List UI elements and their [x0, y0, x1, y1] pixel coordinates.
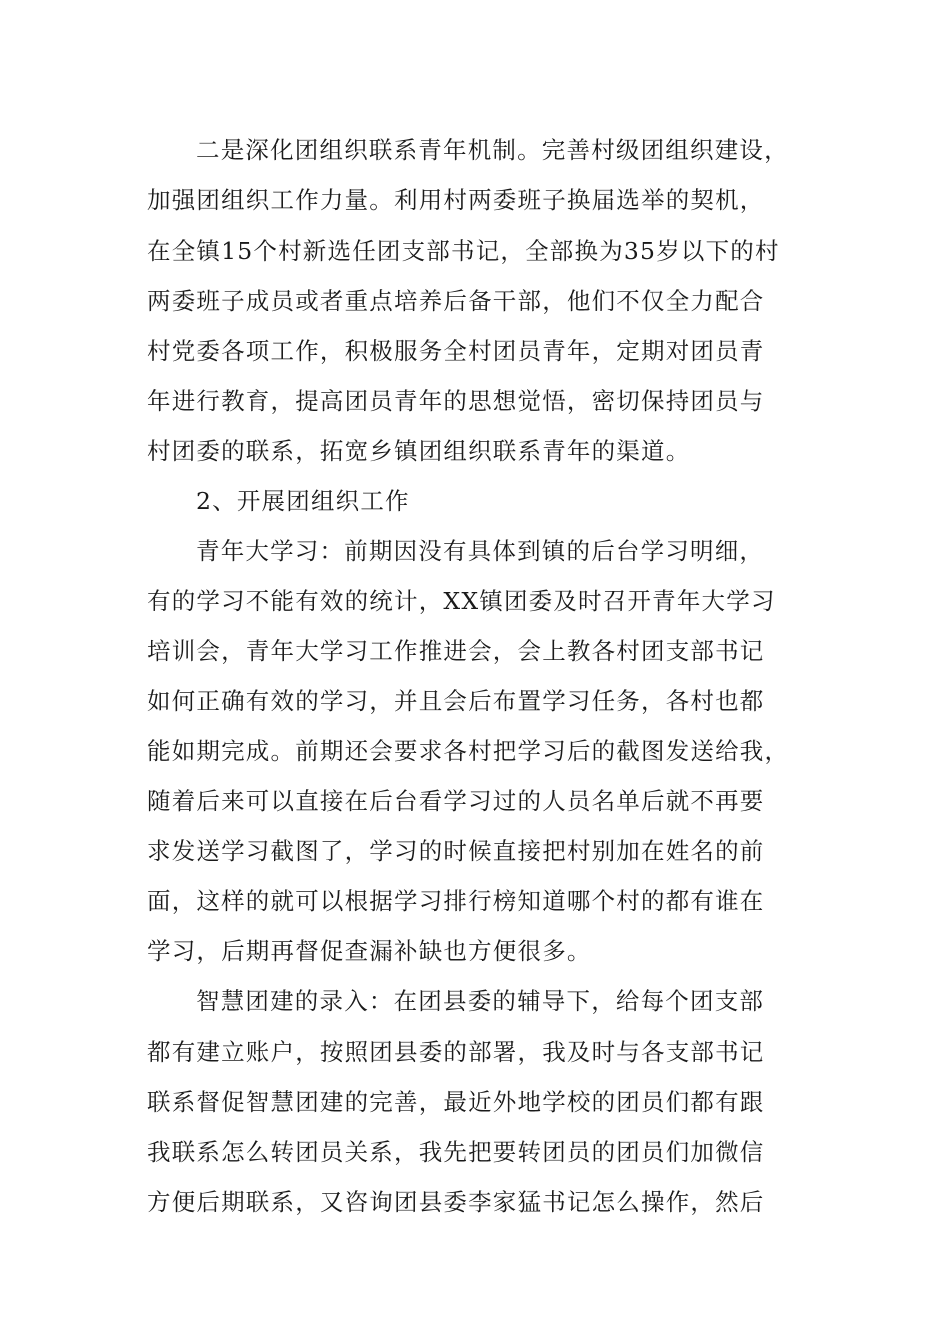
- paragraph-line: 我联系怎么转团员关系，我先把要转团员的团员们加微信: [147, 1138, 765, 1166]
- paragraph-line: 面，这样的就可以根据学习排行榜知道哪个村的都有谁在: [147, 887, 765, 915]
- paragraph-line: 能如期完成。前期还会要求各村把学习后的截图发送给我，: [147, 737, 790, 765]
- paragraph-line: 都有建立账户，按照团县委的部署，我及时与各支部书记: [147, 1038, 765, 1066]
- section-heading: 2、开展团组织工作: [196, 487, 410, 515]
- paragraph-line: 村党委各项工作，积极服务全村团员青年，定期对团员青: [147, 337, 765, 365]
- paragraph-line: 方便后期联系，又咨询团县委李家猛书记怎么操作，然后: [147, 1188, 765, 1216]
- paragraph-line: 有的学习不能有效的统计，XX镇团委及时召开青年大学习: [147, 587, 776, 615]
- paragraph-line: 如何正确有效的学习，并且会后布置学习任务，各村也都: [147, 687, 765, 715]
- paragraph-line: 随着后来可以直接在后台看学习过的人员名单后就不再要: [147, 787, 765, 815]
- paragraph-line: 智慧团建的录入：在团县委的辅导下，给每个团支部: [196, 987, 765, 1015]
- paragraph-line: 二是深化团组织联系青年机制。完善村级团组织建设，: [196, 136, 789, 164]
- paragraph-line: 加强团组织工作力量。利用村两委班子换届选举的契机，: [147, 186, 765, 214]
- paragraph-line: 年进行教育，提高团员青年的思想觉悟，密切保持团员与: [147, 387, 765, 415]
- paragraph-line: 求发送学习截图了，学习的时候直接把村别加在姓名的前: [147, 837, 765, 865]
- paragraph-line: 学习，后期再督促查漏补缺也方便很多。: [147, 937, 592, 965]
- paragraph-line: 培训会，青年大学习工作推进会，会上教各村团支部书记: [147, 637, 765, 665]
- paragraph-line: 青年大学习：前期因没有具体到镇的后台学习明细，: [196, 537, 765, 565]
- paragraph-line: 两委班子成员或者重点培养后备干部，他们不仅全力配合: [147, 287, 765, 315]
- paragraph-line: 在全镇15个村新选任团支部书记，全部换为35岁以下的村: [147, 237, 780, 265]
- paragraph-line: 村团委的联系，拓宽乡镇团组织联系青年的渠道。: [147, 437, 691, 465]
- paragraph-line: 联系督促智慧团建的完善，最近外地学校的团员们都有跟: [147, 1088, 765, 1116]
